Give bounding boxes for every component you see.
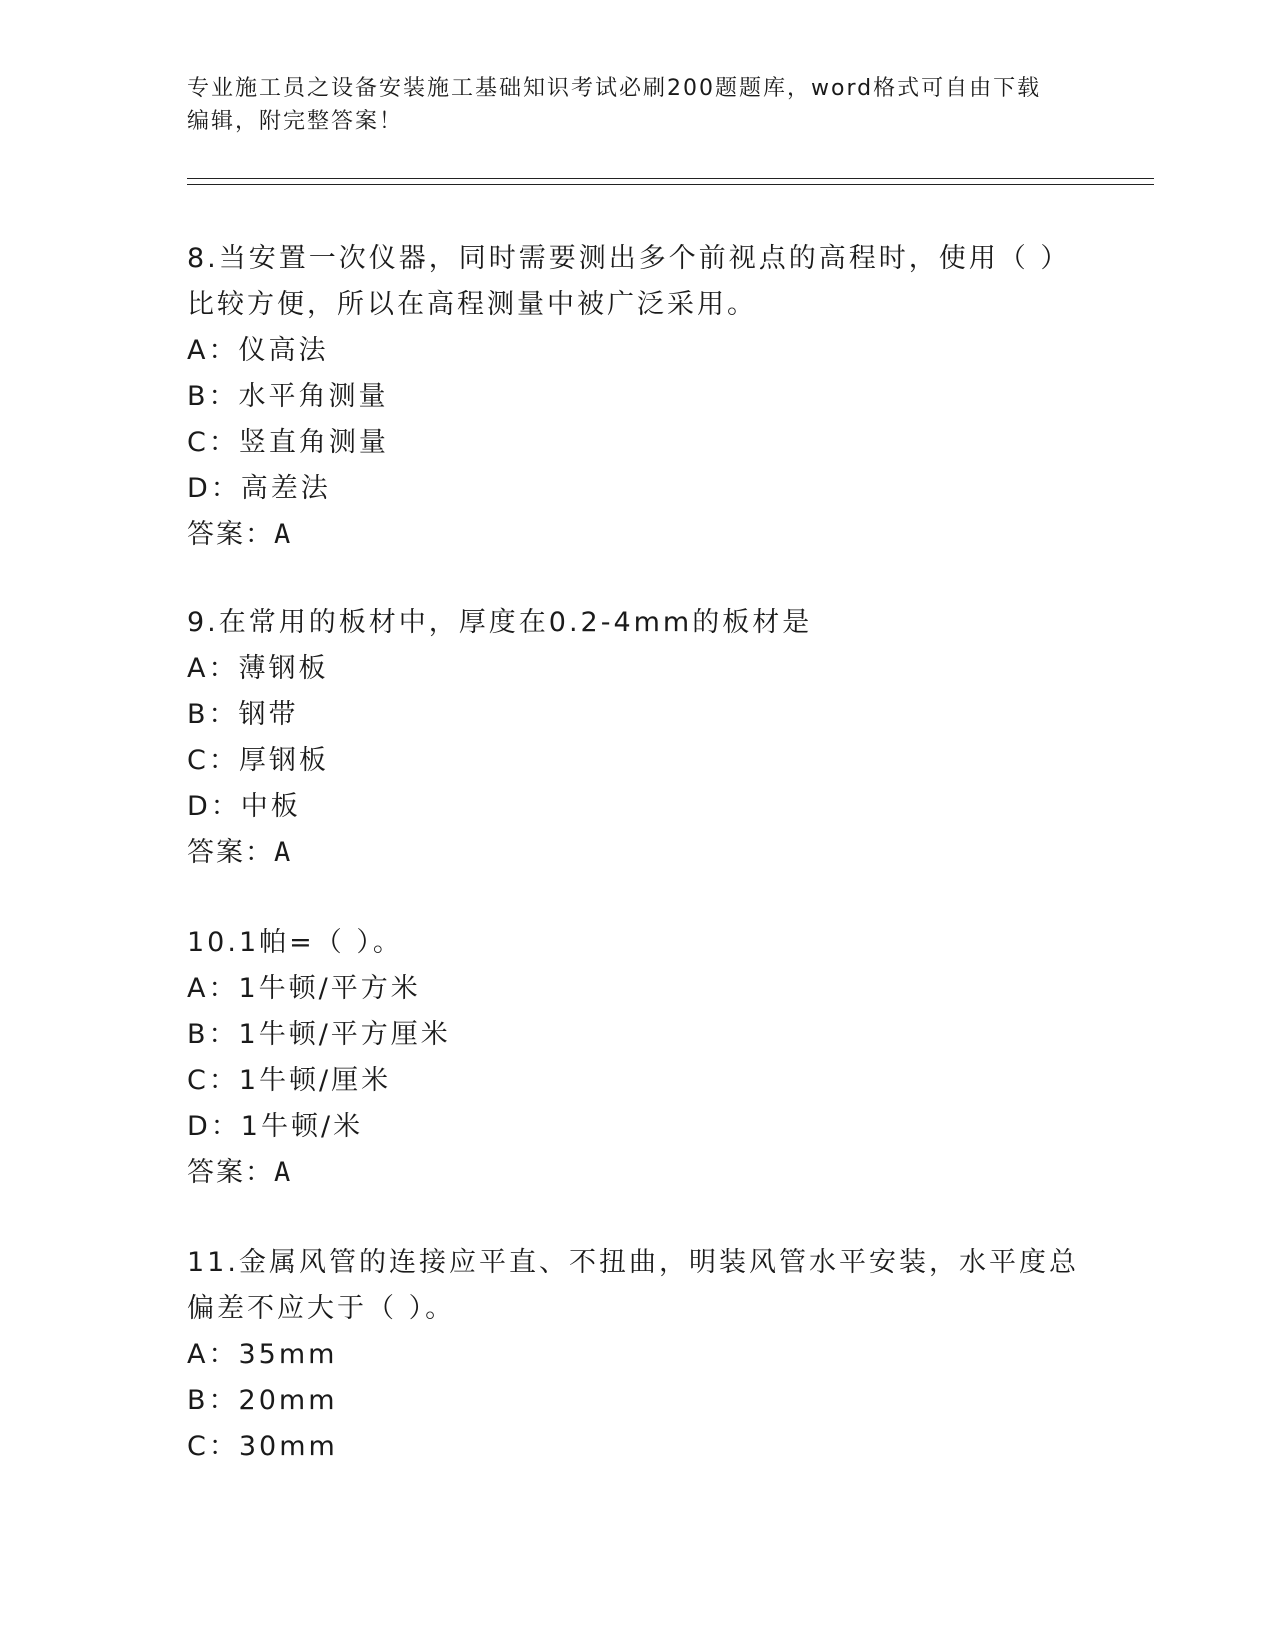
option-text: 中板 [240, 791, 301, 822]
option-letter: A： [187, 973, 239, 1004]
option-b [187, 374, 1087, 420]
option-letter: C： [187, 427, 239, 458]
answer-line [187, 830, 1087, 876]
header-line-1: 专业施工员之设备安装施工基础知识考试必刷200题题库，word格式可自由下载 [187, 76, 1042, 101]
option-text: 高差法 [240, 473, 331, 504]
option-c [187, 1424, 1087, 1470]
option-text: 35mm [238, 1339, 338, 1370]
option-letter: C： [187, 1065, 239, 1096]
option-letter: D： [187, 1111, 241, 1142]
option-d [187, 466, 1087, 512]
answer-line [187, 1150, 1087, 1196]
header-divider-top [187, 178, 1154, 179]
question-stem: 9.在常用的板材中，厚度在0.2-4mm的板材是 [187, 607, 813, 638]
question-8 [187, 236, 1087, 558]
option-letter: C： [187, 745, 239, 776]
option-text: 1牛顿/平方厘米 [238, 1019, 451, 1050]
option-letter: D： [187, 791, 241, 822]
option-text: 竖直角测量 [238, 427, 389, 458]
option-text: 钢带 [238, 699, 299, 730]
header-line-2: 编辑，附完整答案！ [187, 109, 404, 134]
option-letter: A： [187, 653, 239, 684]
question-stem: 11.金属风管的连接应平直、不扭曲，明装风管水平安装，水平度总偏差不应大于（ ）。 [187, 1247, 1079, 1324]
option-text: 1牛顿/米 [240, 1111, 364, 1142]
question-stem: 8.当安置一次仪器，同时需要测出多个前视点的高程时，使用（ ）比较方便，所以在高程测量中被广泛采用。 [187, 243, 1071, 320]
option-letter: C： [187, 1431, 239, 1462]
option-letter: B： [187, 699, 239, 730]
option-c [187, 420, 1087, 466]
option-b [187, 1012, 1087, 1058]
answer-value: A [274, 519, 293, 550]
question-10 [187, 920, 1087, 1196]
answer-label: 答案： [187, 837, 274, 868]
document-header [187, 72, 1067, 138]
header-divider-bottom [187, 184, 1154, 185]
option-a [187, 966, 1087, 1012]
option-letter: D： [187, 473, 241, 504]
option-a [187, 1332, 1087, 1378]
option-letter: A： [187, 1339, 239, 1370]
option-letter: A： [187, 335, 239, 366]
question-stem: 10.1帕=（ ）。 [187, 927, 403, 958]
option-letter: B： [187, 381, 239, 412]
option-text: 1牛顿/平方米 [238, 973, 421, 1004]
option-text: 1牛顿/厘米 [238, 1065, 392, 1096]
option-d [187, 1104, 1087, 1150]
question-9 [187, 600, 1087, 876]
option-text: 30mm [238, 1431, 338, 1462]
option-b [187, 692, 1087, 738]
option-text: 水平角测量 [238, 381, 389, 412]
option-c [187, 738, 1087, 784]
option-letter: B： [187, 1019, 239, 1050]
answer-value: A [274, 837, 293, 868]
option-a [187, 646, 1087, 692]
option-text: 仪高法 [238, 335, 329, 366]
option-b [187, 1378, 1087, 1424]
option-a [187, 328, 1087, 374]
option-text: 薄钢板 [238, 653, 329, 684]
question-11 [187, 1240, 1087, 1470]
answer-value: A [274, 1157, 293, 1188]
option-d [187, 784, 1087, 830]
answer-line [187, 512, 1087, 558]
option-text: 厚钢板 [238, 745, 329, 776]
option-letter: B： [187, 1385, 239, 1416]
answer-label: 答案： [187, 519, 274, 550]
answer-label: 答案： [187, 1157, 274, 1188]
option-c [187, 1058, 1087, 1104]
option-text: 20mm [238, 1385, 338, 1416]
